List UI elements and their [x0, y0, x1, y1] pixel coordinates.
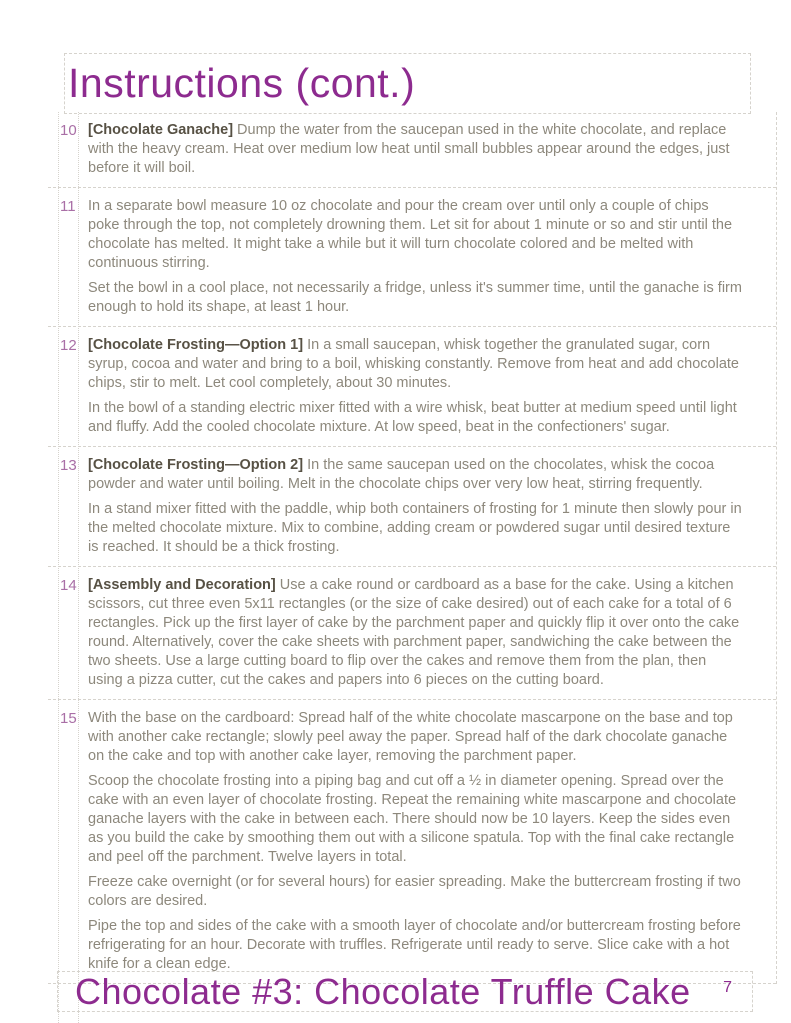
- step-paragraph: In the bowl of a standing electric mixer fitted with a wire whisk, beat butter at medium speed until light and fluffy. Add the cooled chocolate mixture. At low speed, beat in the confectioners' sugar.: [88, 400, 737, 435]
- step-paragraph: [Chocolate Frosting—Option 2] In the same saucepan used on the chocolates, whisk the cocoa powder and water until boiling. Melt in the chocolate chips over very low heat, stirring frequently.: [88, 457, 715, 492]
- step-number: 13: [60, 457, 77, 474]
- step-number: 14: [60, 577, 77, 594]
- instruction-step: [48, 567, 776, 700]
- step-heading: [Chocolate Ganache]: [88, 122, 234, 138]
- step-paragraph: [Chocolate Ganache] Dump the water from the saucepan used in the white chocolate, and replace with the heavy cream. Heat over medium low heat until small bubbles appear around the edges, just before it will boil.: [88, 122, 730, 176]
- instruction-step: [48, 188, 776, 327]
- step-paragraph: [Chocolate Frosting—Option 1] In a small saucepan, whisk together the granulated sugar, corn syrup, cocoa and water and bring to a boil, whisking constantly. Remove from heat and add chocolate chips, stir to melt. Let cool completely, about 30 minutes.: [88, 337, 739, 391]
- step-body: [88, 709, 776, 974]
- instruction-step: [48, 327, 776, 447]
- instruction-steps: [48, 112, 777, 984]
- step-body: [88, 576, 776, 690]
- step-number: 11: [60, 198, 76, 215]
- title-frame: [64, 53, 751, 114]
- step-heading: [Assembly and Decoration]: [88, 577, 276, 593]
- step-paragraph: Scoop the chocolate frosting into a piping bag and cut off a ½ in diameter opening. Spread over the cake with an even layer of chocolate frosting. Repeat the remaining white mascarpone and chocolate ganache layers with the cake in between each. There should now be 10 layers. Keep the sides even as you build the cake by smoothing them out with a silicone spatula. Top with the final cake rectangle and peel off the parchment. Twelve layers in total.: [88, 773, 737, 865]
- page-number: 7: [723, 979, 732, 996]
- step-number: 12: [60, 337, 77, 354]
- step-heading: [Chocolate Frosting—Option 1]: [88, 337, 304, 353]
- instruction-step: [48, 112, 776, 188]
- instruction-step: [48, 700, 776, 984]
- step-paragraph: Pipe the top and sides of the cake with a smooth layer of chocolate and/or buttercream frosting before refrigerating for an hour. Decorate with truffles. Refrigerate until ready to serve. Slice cake with a hot knife for a clean edge.: [88, 918, 741, 972]
- step-body: [88, 197, 776, 317]
- step-heading: [Chocolate Frosting—Option 2]: [88, 457, 304, 473]
- step-paragraph: Freeze cake overnight (or for several hours) for easier spreading. Make the buttercream frosting if two colors are desired.: [88, 874, 741, 909]
- step-body: [88, 336, 776, 437]
- step-body: [88, 121, 776, 178]
- step-paragraph: With the base on the cardboard: Spread half of the white chocolate mascarpone on the base and top with another cake rectangle; slowly peel away the paper. Spread half of the dark chocolate ganache on the cake and top with another cake layer, removing the parchment paper.: [88, 710, 733, 764]
- page-title: Instructions (cont.): [68, 60, 416, 106]
- step-paragraph: In a stand mixer fitted with the paddle, whip both containers of frosting for 1 minute then slowly pour in the melted chocolate mixture. Mix to combine, adding cream or powdered sugar until desired texture is reached. It should be a thick frosting.: [88, 501, 742, 555]
- instruction-step: [48, 447, 776, 567]
- footer-frame: [57, 971, 753, 1012]
- step-number: 15: [60, 710, 77, 727]
- step-paragraph: [Assembly and Decoration] Use a cake round or cardboard as a base for the cake. Using a kitchen scissors, cut three even 5x11 rectangles (or the size of cake desired) out of each cake for a total of 6 rectangles. Pick up the first layer of cake by the parchment paper and quickly flip it over onto the cake round. Alternatively, cover the cake sheets with parchment paper, sandwiching the cake between the two sheets. Use a large cutting board to flip over the cakes and remove them from the plan, then using a pizza cutter, cut the cakes and papers into 6 pieces on the cutting board.: [88, 577, 740, 688]
- step-paragraph: In a separate bowl measure 10 oz chocolate and pour the cream over until only a couple of chips poke through the top, not completely drowning them. Let sit for about 1 minute or so and stir until the chocolate has melted. It might take a while but it will turn chocolate colored and be melted with continuous stirring.: [88, 198, 733, 271]
- footer-title: Chocolate #3: Chocolate Truffle Cake: [75, 970, 691, 1012]
- step-number: 10: [60, 122, 77, 139]
- step-body: [88, 456, 776, 557]
- step-paragraph: Set the bowl in a cool place, not necessarily a fridge, unless it's summer time, until the ganache is firm enough to hold its shape, at least 1 hour.: [88, 280, 742, 315]
